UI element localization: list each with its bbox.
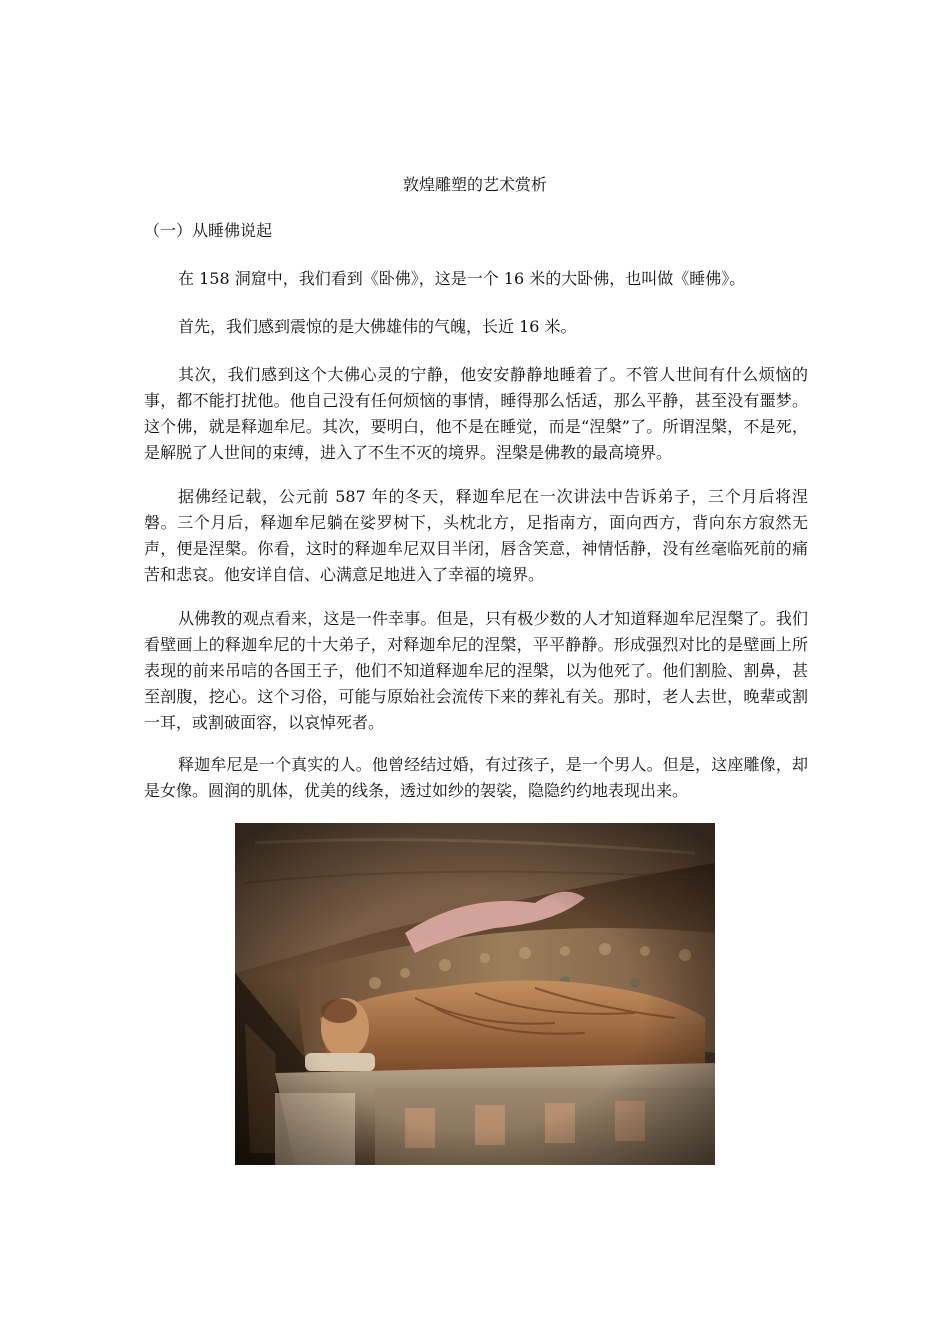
paragraph-3: 其次，我们感到这个大佛心灵的宁静，他安安静静地睡着了。不管人世间有什么烦恼的事，都不能打扰他。他自己没有任何烦恼的事情，睡得那么恬适，那么平静，甚至没有噩梦。这个佛，就是释迦牟尼。其次，要明白，他不是在睡觉，而是“涅槃”了。所谓涅槃，不是死，是解脱了人世间的束缚，进入了不生不灭的境界。涅槃是佛教的最高境界。 xyxy=(144,365,808,462)
section-heading: （一）从睡佛说起 xyxy=(144,221,273,240)
paragraph-1: 在 158 洞窟中，我们看到《卧佛》，这是一个 16 米的大卧佛，也叫做《睡佛》。 xyxy=(178,269,746,288)
paragraph-4: 据佛经记载，公元前 587 年的冬天，释迦牟尼在一次讲法中告诉弟子，三个月后将涅磐。三个月后，释迦牟尼躺在娑罗树下，头枕北方，足指南方，面向西方，背向东方寂然无声，便是涅槃。你看，这时的释迦牟尼双目半闭，唇含笑意，神情恬静，没有丝毫临死前的痛苦和悲哀。他安详自信、心满意足地进入了幸福的境界。 xyxy=(144,487,808,584)
paragraph-6: 释迦牟尼是一个真实的人。他曾经结过婚，有过孩子，是一个男人。但是，这座雕像，却是女像。圆润的肌体，优美的线条，透过如纱的袈裟，隐隐约约地表现出来。 xyxy=(144,755,808,800)
page-title: 敦煌雕塑的艺术赏析 xyxy=(402,175,547,194)
paragraph-5: 从佛教的观点看来，这是一件幸事。但是，只有极少数的人才知道释迦牟尼涅槃了。我们看壁画上的释迦牟尼的十大弟子，对释迦牟尼的涅槃，平平静静。形成强烈对比的是壁画上所表现的前来吊唁的各国王子，他们不知道释迦牟尼的涅槃，以为他死了。他们割脸、割鼻，甚至剖腹，挖心。这个习俗，可能与原始社会流传下来的葬礼有关。那时，老人去世，晚辈或割一耳，或割破面容，以哀悼死者。 xyxy=(144,609,808,732)
paragraph-2: 首先，我们感到震惊的是大佛雄伟的气魄，长近 16 米。 xyxy=(178,317,577,336)
reclining-buddha-photo xyxy=(235,823,715,1165)
